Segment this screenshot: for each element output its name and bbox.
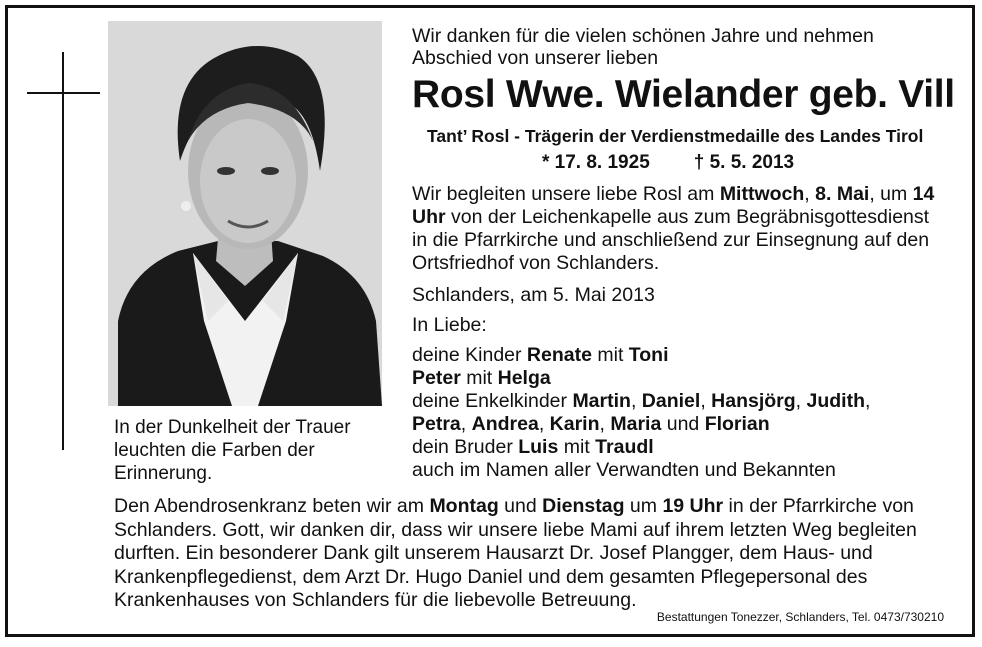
- relative-name: Andrea: [471, 413, 539, 435]
- death-date: † 5. 5. 2013: [693, 152, 795, 173]
- weekday: Dienstag: [542, 495, 625, 517]
- text: mit: [460, 367, 498, 389]
- relative-name: Peter: [412, 367, 461, 389]
- text: ,: [599, 413, 611, 435]
- date: 8. Mai: [815, 183, 870, 205]
- text: ,: [538, 413, 550, 435]
- weekday: Mittwoch: [719, 183, 805, 205]
- text: mit: [591, 344, 629, 366]
- relative-name: Petra: [412, 413, 461, 435]
- rosary-thanks-paragraph: [114, 495, 946, 613]
- funeral-home-footer: Bestattungen Tonezzer, Schlanders, Tel. 0473/730210: [656, 610, 944, 624]
- relative-name: Martin: [572, 390, 631, 412]
- text: um: [624, 495, 663, 517]
- caption-quote: In der Dunkelheit der Trauer leuchten die Farben der Erinnerung.: [114, 417, 351, 484]
- in-love-label: In Liebe:: [412, 314, 487, 336]
- text: und: [661, 413, 705, 435]
- text: deine Enkelkinder: [412, 390, 573, 412]
- text: ,: [804, 183, 816, 205]
- relative-name: Maria: [610, 413, 662, 435]
- cross-icon: [62, 52, 64, 450]
- text: von der Leichenkapelle aus zum Begräbnisgottesdienst in die Pfarrkirche und anschließend zur Einsegnung auf den Ortsfriedhof von Schlanders.: [412, 206, 930, 274]
- cross-icon-bar: [27, 92, 100, 94]
- family-line: [412, 367, 952, 390]
- relative-name: Luis: [518, 436, 559, 458]
- life-dates: [542, 151, 794, 175]
- time: 19 Uhr: [662, 495, 724, 517]
- text: in der Pfarrkirche von Schlanders. Gott, wir danken dir, dass wir unsere liebe Mami auf ihrem letzten Weg begleiten durften. Ein besonderer Dank gilt unserem Hausarzt Dr. Josef Plangger, dem Haus- und Krankenpflegedienst, dem Arzt Dr. Hugo Daniel und dem gesamten Pflegepersonal des Krankenhauses von Schlanders für die liebevolle Betreuung.: [114, 495, 917, 611]
- funeral-paragraph: [412, 183, 947, 275]
- family-line: auch im Namen aller Verwandten und Bekannten: [412, 459, 836, 481]
- relative-name: Karin: [549, 413, 600, 435]
- birth-date: * 17. 8. 1925: [542, 152, 650, 173]
- relative-name: Traudl: [595, 436, 654, 458]
- relative-name: Hansjörg: [711, 390, 796, 412]
- relative-name: Daniel: [641, 390, 701, 412]
- deceased-name: Rosl Wwe. Wielander geb. Vill: [412, 73, 955, 116]
- text: ,: [630, 390, 642, 412]
- text: deine Kinder: [412, 344, 527, 366]
- intro-text: Wir danken für die vielen schönen Jahre und nehmen Abschied von unserer lieben: [412, 25, 874, 69]
- family-line: [412, 436, 952, 459]
- relative-name: Florian: [704, 413, 770, 435]
- text: , um: [869, 183, 913, 205]
- text: ,: [795, 390, 807, 412]
- family-line: [412, 390, 952, 413]
- time: 14 Uhr: [412, 183, 935, 228]
- family-line: [412, 344, 952, 367]
- relative-name: Helga: [497, 367, 551, 389]
- relative-name: Renate: [526, 344, 592, 366]
- text: und: [498, 495, 543, 517]
- text: mit: [558, 436, 596, 458]
- family-list: [412, 344, 952, 482]
- relative-name: Judith: [806, 390, 866, 412]
- family-line: [412, 413, 952, 436]
- text: ,: [865, 390, 871, 412]
- text: Den Abendrosenkranz beten wir am: [114, 495, 430, 517]
- portrait-photo: [108, 21, 382, 406]
- text: ,: [700, 390, 712, 412]
- weekday: Montag: [429, 495, 499, 517]
- relative-name: Toni: [628, 344, 669, 366]
- subtitle: Tant’ Rosl - Trägerin der Verdienstmedaille des Landes Tirol: [427, 126, 924, 146]
- text: Wir begleiten unsere liebe Rosl am: [412, 183, 720, 205]
- text: dein Bruder: [412, 436, 519, 458]
- place-date: Schlanders, am 5. Mai 2013: [412, 284, 655, 306]
- text: ,: [460, 413, 472, 435]
